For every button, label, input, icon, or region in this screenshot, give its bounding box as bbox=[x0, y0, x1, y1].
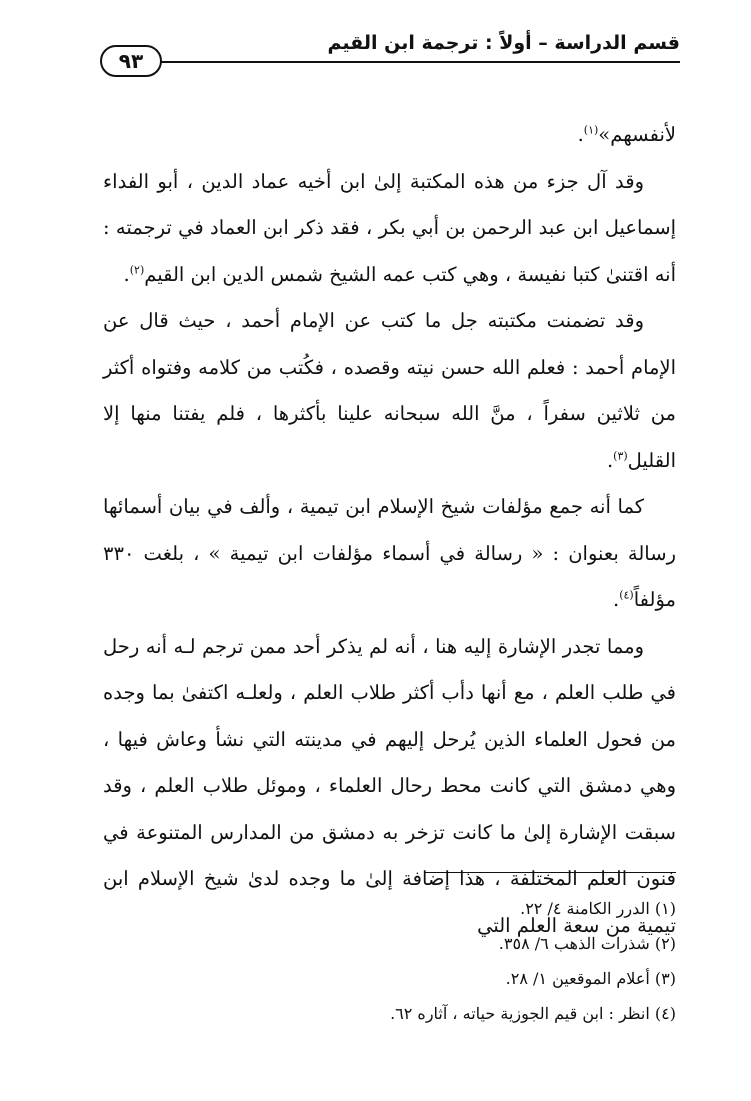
paragraph bbox=[103, 112, 676, 159]
header-rule bbox=[160, 61, 680, 63]
paragraph-end: . bbox=[577, 123, 584, 146]
footnotes bbox=[220, 891, 676, 1031]
footnote: (٢) شذرات الذهب ٦/ ٣٥٨. bbox=[498, 934, 676, 953]
paragraph-text: وقد آل جزء من هذه المكتبة إلىٰ ابن أخيه عماد الدين ، أبو الفداء إسماعيل ابن عبد الرحمن بن أبي بكر ، فقد ذكر ابن العماد في ترجمته : أنه اقتنىٰ كتبا نفيسة ، وهي كتب عمه الشيخ شمس الدين ابن القيم bbox=[103, 169, 676, 286]
footnote-rule bbox=[425, 872, 676, 873]
page-header bbox=[100, 30, 680, 86]
page-number: ٩٣ bbox=[100, 45, 162, 77]
paragraph-text: لأنفسهم» bbox=[598, 123, 676, 146]
paragraph bbox=[103, 159, 676, 299]
paragraph-end: . bbox=[613, 588, 620, 611]
paragraph bbox=[103, 484, 676, 624]
footnote: (٤) انظر : ابن قيم الجوزية حياته ، آثاره ٦٢. bbox=[390, 1004, 676, 1023]
footnote-ref: (٢) bbox=[129, 263, 145, 276]
running-head: قسم الدراسة – أولاً : ترجمة ابن القيم bbox=[327, 32, 680, 54]
footnote: (١) الدرر الكامنة ٤/ ٢٢. bbox=[520, 899, 676, 918]
footnote-ref: (٤) bbox=[619, 588, 634, 602]
paragraph-text: ومما تجدر الإشارة إليه هنا ، أنه لم يذكر أحد ممن ترجم لـه أنه رحل في طلب العلم ، مع أنها دأب أكثر طلاب العلم ، ولعلـه اكتفىٰ بما وجده من فحول العلماء الذين يُرحل إليهم في مدينته التي نشأ وعاش فيها ، وهي دمشق التي كانت محط رحال العلماء ، وموئل طلاب العلم ، وقد سبقت الإشارة إلىٰ ما كانت تزخر به دمشق من المدارس المتنوعة في فنون العلم المختلفة ، هذا إضافة إلىٰ ما وجده لدىٰ شيخ الإسلام ابن تيمية من سعة العلم التي bbox=[103, 634, 676, 937]
paragraph bbox=[103, 298, 676, 484]
paragraph-end: . bbox=[606, 448, 614, 472]
footnote-ref: (٣) bbox=[613, 449, 628, 462]
footnote-ref: (١) bbox=[583, 123, 599, 137]
paragraph-text: وقد تضمنت مكتبته جل ما كتب عن الإمام أحمد ، حيث قال عن الإمام أحمد : فعلم الله حسن نيته وقصده ، فكُتب من كلامه وفتواه أكثر من ثلاثين سفراً ، منَّ الله سبحانه علينا بأكثرها ، فلم يفتنا منها إلا القليل bbox=[103, 309, 676, 472]
body-text bbox=[103, 112, 676, 949]
footnote: (٣) أعلام الموقعين ١/ ٢٨. bbox=[505, 969, 676, 988]
paragraph-text: كما أنه جمع مؤلفات شيخ الإسلام ابن تيمية ، وألف في بيان أسمائها رسالة بعنوان : « رسالة في أسماء مؤلفات ابن تيمية » ، بلغت ٣٣٠ مؤلفاً bbox=[103, 495, 676, 611]
paragraph-end: . bbox=[123, 262, 130, 286]
